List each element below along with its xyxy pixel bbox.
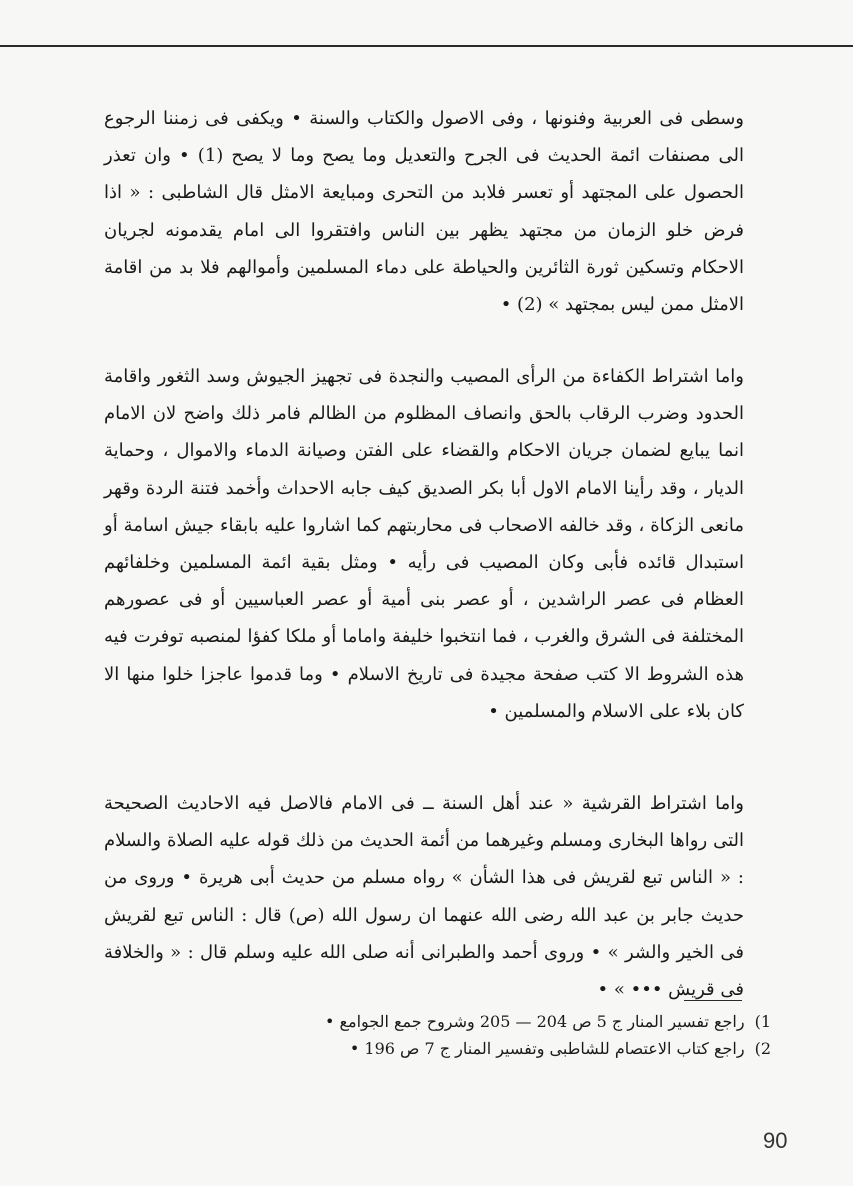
paragraph-3-text: واما اشتراط القرشية « عند أهل السنة ــ فى الامام فالاصل فيه الاحاديث الصحيحة التى رواها البخارى ومسلم وغيرهما من أئمة الحديث من ذلك قوله عليه الصلاة والسلام : « الناس تبع لقريش فى هذا الشأن » رواه مسلم من حديث أبى هريرة • وروى من حديث جابر بن عبد الله رضى الله عنهما ان رسول الله (ص) قال : الناس تبع لقريش فى الخير والشر » • وروى أحمد والطبرانى أنه صلى الله عليه وسلم قال : « والخلافة فى قريش ••• » •	[104, 793, 744, 1001]
paragraph-3	[104, 785, 744, 1008]
footnote-2-number: 2)	[754, 1039, 771, 1058]
footnote-1	[211, 1008, 771, 1035]
paragraph-1	[104, 100, 744, 323]
paragraph-2	[104, 358, 744, 730]
footnotes	[211, 1008, 771, 1062]
footnote-2-text: راجع كتاب الاعتصام للشاطبى وتفسير المنار ج 7 ص 196 •	[349, 1039, 745, 1058]
paragraph-2-text: واما اشتراط الكفاءة من الرأى المصيب والنجدة فى تجهيز الجيوش وسد الثغور واقامة الحدود وضرب الرقاب بالحق وانصاف المظلوم من الظالم فامر ذلك واضح لان الامام انما يبايع لضمان جريان الاحكام والقضاء على الفتن وصيانة الدماء والاموال ، وحماية الديار ، وقد رأينا الامام الاول أبا بكر الصديق كيف جابه الاحداث وأخمد فتنة الردة وقهر مانعى الزكاة ، وقد خالفه الاصحاب فى محاربتهم كما اشاروا عليه بابقاء جيش اسامة أو استبدال قائده فأبى وكان المصيب فى رأيه • ومثل بقية ائمة المسلمين وخلفائهم العظام فى عصر الراشدين ، أو عصر بنى أمية أو عصر العباسيين أو فى عصورهم المختلفة فى الشرق والغرب ، فما انتخبوا خليفة واماما أو ملكا كفؤا لمنصبه توفرت فيه هذه الشروط الا كتب صفحة مجيدة فى تاريخ الاسلام • وما قدموا عاجزا خلوا منها الا كان بلاء على الاسلام والمسلمين •	[104, 366, 744, 722]
footnote-1-number: 1)	[754, 1012, 771, 1031]
footnote-1-text: راجع تفسير المنار ج 5 ص 204 — 205 وشروح جمع الجوامع •	[324, 1012, 745, 1031]
page-number: 90	[763, 1128, 788, 1153]
footnote-separator	[684, 1000, 742, 1001]
footnote-2	[211, 1035, 771, 1062]
header-rule	[0, 45, 853, 47]
paragraph-1-text: وسطى فى العربية وفنونها ، وفى الاصول والكتاب والسنة • ويكفى فى زمننا الرجوع الى مصنفات ائمة الحديث فى الجرح والتعديل وما يصح وما لا يصح (1) • وان تعذر الحصول على المجتهد أو تعسر فلابد من التحرى ومبايعة الامثل قال الشاطبى : « اذا فرض خلو الزمان من مجتهد يظهر بين الناس وافتقروا الى امام يقدمونه لجريان الاحكام وتسكين ثورة الثائرين والحياطة على دماء المسلمين وأموالهم فلا بد من اقامة الامثل ممن ليس بمجتهد » (2) •	[104, 108, 744, 316]
